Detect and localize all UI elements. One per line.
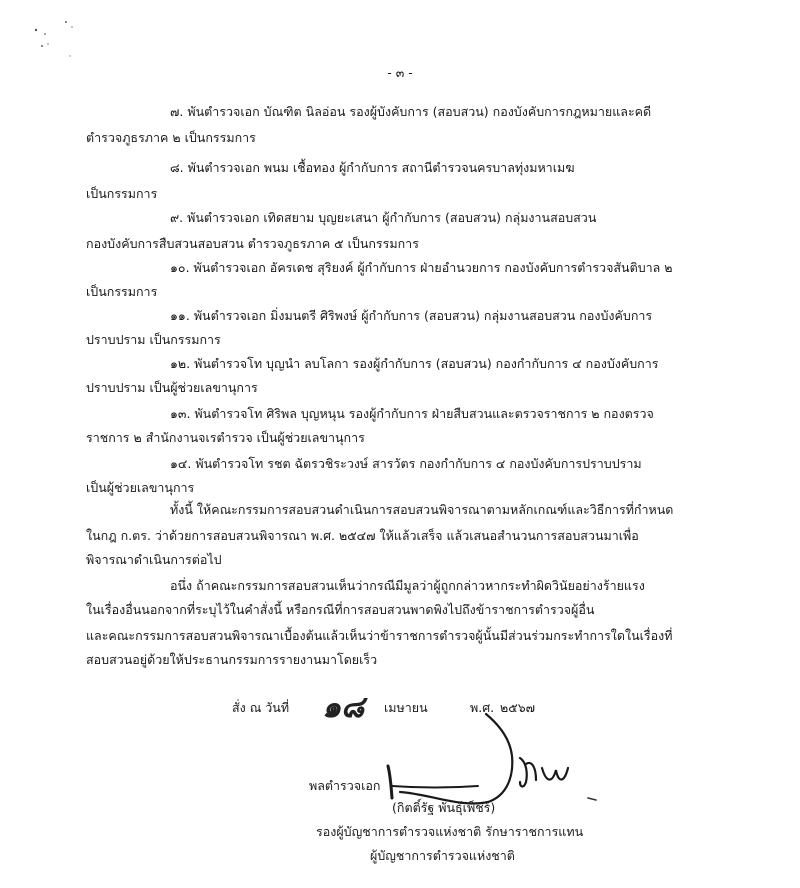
paragraph-2-line-3: และคณะกรรมการสอบสวนพิจารณาเบื้องต้นแล้วเห็นว่าข้าราชการตำรวจผู้นั้นมีส่วนร่วมกระทำการใดในเรื่องที่ <box>86 628 673 643</box>
member-12-line-1: ๑๒. พันตำรวจโท บุญนำ ลบโลกา รองผู้กำกับการ (สอบสวน) กองกำกับการ ๔ กองบังคับการ <box>170 356 659 371</box>
paragraph-2-line-2: ในเรื่องอื่นนอกจากที่ระบุไว้ในคำสั่งนี้ หรือกรณีที่การสอบสวนพาดพิงไปถึงข้าราชการตำรวจผู้อื่น <box>86 602 595 617</box>
order-date-month: เมษายน <box>384 700 428 715</box>
member-8-line-1: ๘. พันตำรวจเอก พนม เชื้อทอง ผู้กำกับการ สถานีตำรวจนครบาลทุ่งมหาเมฆ <box>170 160 575 175</box>
paragraph-2-line-1: อนึ่ง ถ้าคณะกรรมการสอบสวนเห็นว่ากรณีมีมูลว่าผู้ถูกกล่าวหากระทำผิดวินัยอย่างร้ายแรง <box>170 578 645 593</box>
member-11-line-1: ๑๑. พันตำรวจเอก มิ่งมนตรี ศิริพงษ์ ผู้กำกับการ (สอบสวน) กลุ่มงานสอบสวน กองบังคับการ <box>170 308 653 323</box>
member-13-line-1: ๑๓. พันตำรวจโท ศิริพล บุญหนุน รองผู้กำกับการ ฝ่ายสืบสวนและตรวจราชการ ๒ กองตรวจ <box>170 406 654 421</box>
member-11-line-2: ปราบปราม เป็นกรรมการ <box>86 332 221 347</box>
signatory-rank: พลตำรวจเอก <box>309 778 381 793</box>
paragraph-2-line-4: สอบสวนอยู่ด้วยให้ประธานกรรมการรายงานมาโดยเร็ว <box>86 652 378 667</box>
order-date-year-prefix: พ.ศ. <box>470 700 495 715</box>
member-8-line-2: เป็นกรรมการ <box>86 186 158 201</box>
member-10-line-1: ๑๐. พันตำรวจเอก อัครเดช สุริยงค์ ผู้กำกับการ ฝ่ายอำนวยการ กองบังคับการตำรวจสันติบาล ๒ <box>170 260 673 275</box>
member-10-line-2: เป็นกรรมการ <box>86 284 158 299</box>
member-7-line-1: ๗. พันตำรวจเอก บัณฑิต นิลอ่อน รองผู้บังคับการ (สอบสวน) กองบังคับการกฎหมายและคดี <box>170 104 652 119</box>
signatory-position-2: ผู้บัญชาการตำรวจแห่งชาติ <box>370 848 515 863</box>
signatory-position-1: รองผู้บัญชาการตำรวจแห่งชาติ รักษาราชการแทน <box>316 824 584 839</box>
member-14-line-1: ๑๔. พันตำรวจโท รชต ฉัตรวชิระวงษ์ สารวัตร กองกำกับการ ๔ กองบังคับการปราบปราม <box>170 456 642 471</box>
member-14-line-2: เป็นผู้ช่วยเลขานุการ <box>86 480 195 495</box>
member-9-line-1: ๙. พันตำรวจเอก เทิดสยาม บุญยะเสนา ผู้กำกับการ (สอบสวน) กลุ่มงานสอบสวน <box>170 210 597 225</box>
member-7-line-2: ตำรวจภูธรภาค ๒ เป็นกรรมการ <box>86 130 256 145</box>
member-9-line-2: กองบังคับการสืบสวนสอบสวน ตำรวจภูธรภาค ๕ เป็นกรรมการ <box>86 236 419 251</box>
scan-specks <box>0 0 120 60</box>
paragraph-1-line-3: พิจารณาดำเนินการต่อไป <box>86 552 222 567</box>
page-number: - ๓ - <box>387 65 413 80</box>
paragraph-1-line-2: ในกฎ ก.ตร. ว่าด้วยการสอบสวนพิจารณา พ.ศ. ๒๕๔๗ ให้แล้วเสร็จ แล้วเสนอสำนวนการสอบสวนมาเพื่อ <box>86 528 639 543</box>
paragraph-1-line-1: ทั้งนี้ ให้คณะกรรมการสอบสวนดำเนินการสอบสวนพิจารณาตามหลักเกณฑ์และวิธีการที่กำหนด <box>170 502 674 517</box>
member-12-line-2: ปราบปราม เป็นผู้ช่วยเลขานุการ <box>86 380 258 395</box>
signatory-name: (กิตติ์รัฐ พันธุ์เพ็ชร์) <box>392 800 496 815</box>
order-date-prefix: สั่ง ณ วันที่ <box>232 700 290 715</box>
order-date-year: ๒๕๖๗ <box>500 700 536 715</box>
member-13-line-2: ราชการ ๒ สำนักงานจเรตำรวจ เป็นผู้ช่วยเลขานุการ <box>86 430 365 445</box>
order-date-day: ๑๘ <box>322 690 365 725</box>
